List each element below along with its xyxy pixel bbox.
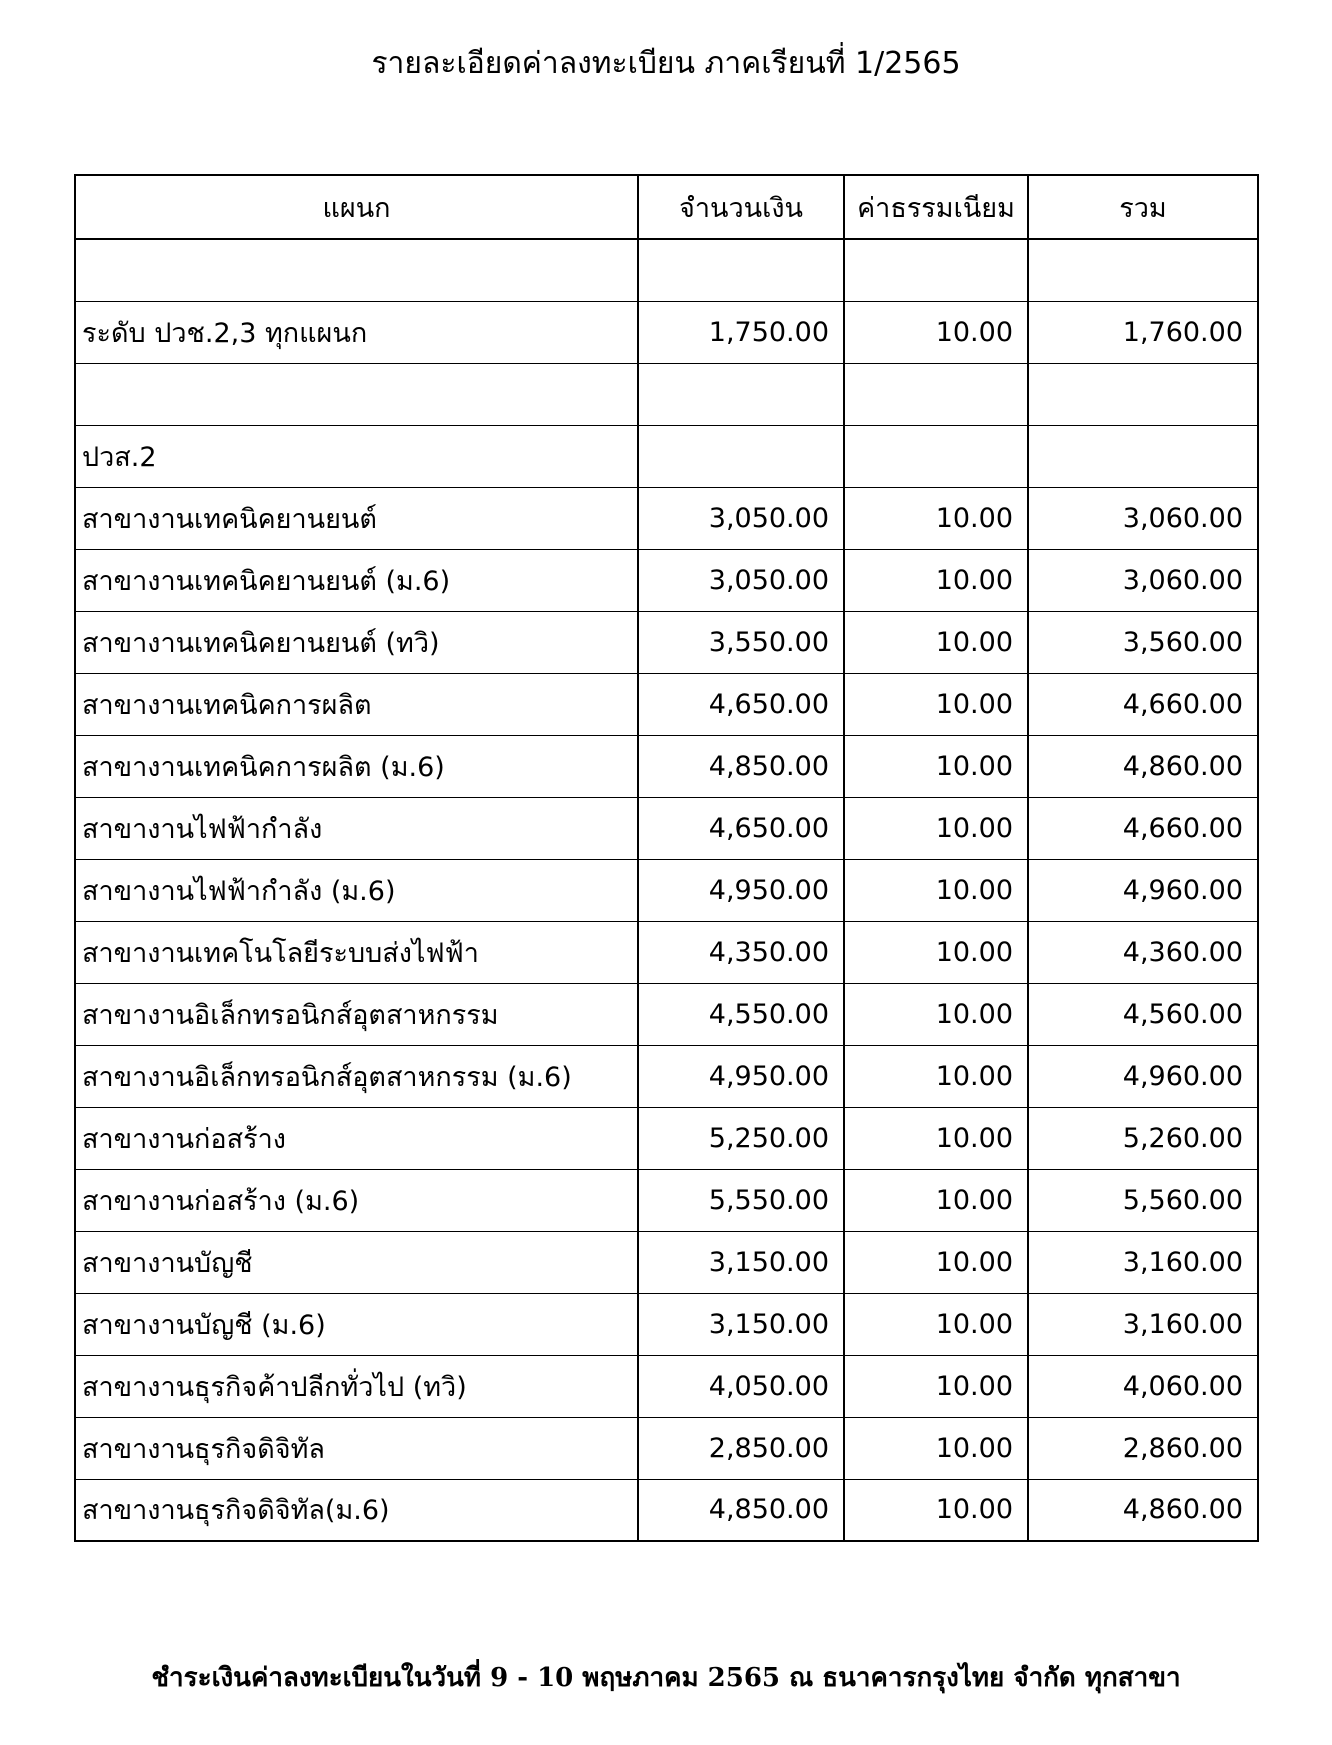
cell-fee: 10.00 <box>844 1417 1028 1479</box>
cell-total: 4,860.00 <box>1028 735 1258 797</box>
cell-total: 5,260.00 <box>1028 1107 1258 1169</box>
cell-amount <box>638 239 844 301</box>
cell-department: ปวส.2 <box>75 425 638 487</box>
cell-department <box>75 239 638 301</box>
cell-total: 3,060.00 <box>1028 487 1258 549</box>
header-total: รวม <box>1028 175 1258 239</box>
cell-fee: 10.00 <box>844 921 1028 983</box>
cell-fee: 10.00 <box>844 487 1028 549</box>
cell-department: สาขางานไฟฟ้ากำลัง (ม.6) <box>75 859 638 921</box>
table-row <box>75 1293 1258 1355</box>
cell-total: 2,860.00 <box>1028 1417 1258 1479</box>
cell-department: สาขางานธุรกิจดิจิทัล <box>75 1417 638 1479</box>
payment-note: ชำระเงินค่าลงทะเบียนในวันที่ 9 - 10 พฤษภาคม 2565 ณ ธนาคารกรุงไทย จำกัด ทุกสาขา <box>151 1663 1181 1693</box>
cell-amount: 4,050.00 <box>638 1355 844 1417</box>
cell-amount: 4,850.00 <box>638 735 844 797</box>
table-row <box>75 1169 1258 1231</box>
table-row <box>75 859 1258 921</box>
cell-total: 1,760.00 <box>1028 301 1258 363</box>
cell-department: สาขางานเทคนิคยานยนต์ (ม.6) <box>75 549 638 611</box>
cell-fee: 10.00 <box>844 1231 1028 1293</box>
cell-department: สาขางานเทคนิคยานยนต์ (ทวิ) <box>75 611 638 673</box>
cell-fee: 10.00 <box>844 859 1028 921</box>
cell-department: สาขางานธุรกิจค้าปลีกทั่วไป (ทวิ) <box>75 1355 638 1417</box>
cell-fee: 10.00 <box>844 611 1028 673</box>
cell-total <box>1028 239 1258 301</box>
cell-total: 4,360.00 <box>1028 921 1258 983</box>
table-row <box>75 239 1258 301</box>
header-amount: จำนวนเงิน <box>638 175 844 239</box>
cell-amount: 4,950.00 <box>638 1045 844 1107</box>
cell-total: 4,560.00 <box>1028 983 1258 1045</box>
table-row <box>75 735 1258 797</box>
table-row <box>75 921 1258 983</box>
cell-amount: 4,850.00 <box>638 1479 844 1541</box>
header-row <box>75 175 1258 239</box>
cell-department: สาขางานอิเล็กทรอนิกส์อุตสาหกรรม <box>75 983 638 1045</box>
cell-total <box>1028 363 1258 425</box>
cell-amount: 4,650.00 <box>638 797 844 859</box>
table-row <box>75 1479 1258 1541</box>
cell-fee: 10.00 <box>844 983 1028 1045</box>
cell-fee <box>844 239 1028 301</box>
cell-fee: 10.00 <box>844 549 1028 611</box>
table-row <box>75 1045 1258 1107</box>
cell-department: สาขางานเทคนิคการผลิต (ม.6) <box>75 735 638 797</box>
table-row <box>75 301 1258 363</box>
cell-total: 4,960.00 <box>1028 1045 1258 1107</box>
registration-fee-table <box>74 174 1259 1542</box>
cell-fee: 10.00 <box>844 1479 1028 1541</box>
cell-amount: 4,350.00 <box>638 921 844 983</box>
cell-amount <box>638 425 844 487</box>
table-row <box>75 611 1258 673</box>
cell-department: สาขางานธุรกิจดิจิทัล(ม.6) <box>75 1479 638 1541</box>
cell-amount: 3,550.00 <box>638 611 844 673</box>
cell-total <box>1028 425 1258 487</box>
cell-fee <box>844 363 1028 425</box>
table-row <box>75 1417 1258 1479</box>
cell-amount: 4,650.00 <box>638 673 844 735</box>
cell-department: สาขางานเทคนิคการผลิต <box>75 673 638 735</box>
cell-department: สาขางานเทคนิคยานยนต์ <box>75 487 638 549</box>
table-header <box>75 175 1258 239</box>
cell-total: 4,860.00 <box>1028 1479 1258 1541</box>
cell-department: สาขางานบัญชี (ม.6) <box>75 1293 638 1355</box>
cell-total: 4,060.00 <box>1028 1355 1258 1417</box>
cell-department: สาขางานบัญชี <box>75 1231 638 1293</box>
table-row <box>75 1355 1258 1417</box>
cell-department: สาขางานอิเล็กทรอนิกส์อุตสาหกรรม (ม.6) <box>75 1045 638 1107</box>
cell-total: 3,160.00 <box>1028 1293 1258 1355</box>
document-title: รายละเอียดค่าลงทะเบียน ภาคเรียนที่ 1/2565 <box>371 46 961 81</box>
cell-fee: 10.00 <box>844 1107 1028 1169</box>
table-row <box>75 797 1258 859</box>
cell-amount: 4,550.00 <box>638 983 844 1045</box>
cell-amount: 3,050.00 <box>638 549 844 611</box>
cell-amount: 3,150.00 <box>638 1293 844 1355</box>
cell-total: 5,560.00 <box>1028 1169 1258 1231</box>
cell-total: 4,660.00 <box>1028 797 1258 859</box>
table-row <box>75 673 1258 735</box>
table-row <box>75 1231 1258 1293</box>
cell-fee: 10.00 <box>844 1045 1028 1107</box>
cell-department: สาขางานเทคโนโลยีระบบส่งไฟฟ้า <box>75 921 638 983</box>
cell-department: สาขางานไฟฟ้ากำลัง <box>75 797 638 859</box>
cell-fee: 10.00 <box>844 1169 1028 1231</box>
header-fee: ค่าธรรมเนียม <box>844 175 1028 239</box>
cell-fee: 10.00 <box>844 673 1028 735</box>
table-row <box>75 363 1258 425</box>
cell-total: 4,660.00 <box>1028 673 1258 735</box>
table-body <box>75 239 1258 1541</box>
table-row <box>75 983 1258 1045</box>
cell-fee: 10.00 <box>844 1355 1028 1417</box>
cell-fee: 10.00 <box>844 301 1028 363</box>
cell-fee: 10.00 <box>844 797 1028 859</box>
cell-department: สาขางานก่อสร้าง (ม.6) <box>75 1169 638 1231</box>
cell-amount <box>638 363 844 425</box>
cell-total: 3,060.00 <box>1028 549 1258 611</box>
cell-amount: 3,050.00 <box>638 487 844 549</box>
table-row <box>75 1107 1258 1169</box>
cell-fee: 10.00 <box>844 1293 1028 1355</box>
cell-amount: 2,850.00 <box>638 1417 844 1479</box>
cell-total: 3,560.00 <box>1028 611 1258 673</box>
table-row <box>75 487 1258 549</box>
cell-fee: 10.00 <box>844 735 1028 797</box>
cell-fee <box>844 425 1028 487</box>
cell-department: ระดับ ปวช.2,3 ทุกแผนก <box>75 301 638 363</box>
cell-amount: 5,550.00 <box>638 1169 844 1231</box>
cell-amount: 5,250.00 <box>638 1107 844 1169</box>
cell-amount: 3,150.00 <box>638 1231 844 1293</box>
cell-amount: 4,950.00 <box>638 859 844 921</box>
cell-department <box>75 363 638 425</box>
cell-amount: 1,750.00 <box>638 301 844 363</box>
header-department: แผนก <box>75 175 638 239</box>
table-row <box>75 425 1258 487</box>
cell-department: สาขางานก่อสร้าง <box>75 1107 638 1169</box>
table-row <box>75 549 1258 611</box>
cell-total: 3,160.00 <box>1028 1231 1258 1293</box>
cell-total: 4,960.00 <box>1028 859 1258 921</box>
